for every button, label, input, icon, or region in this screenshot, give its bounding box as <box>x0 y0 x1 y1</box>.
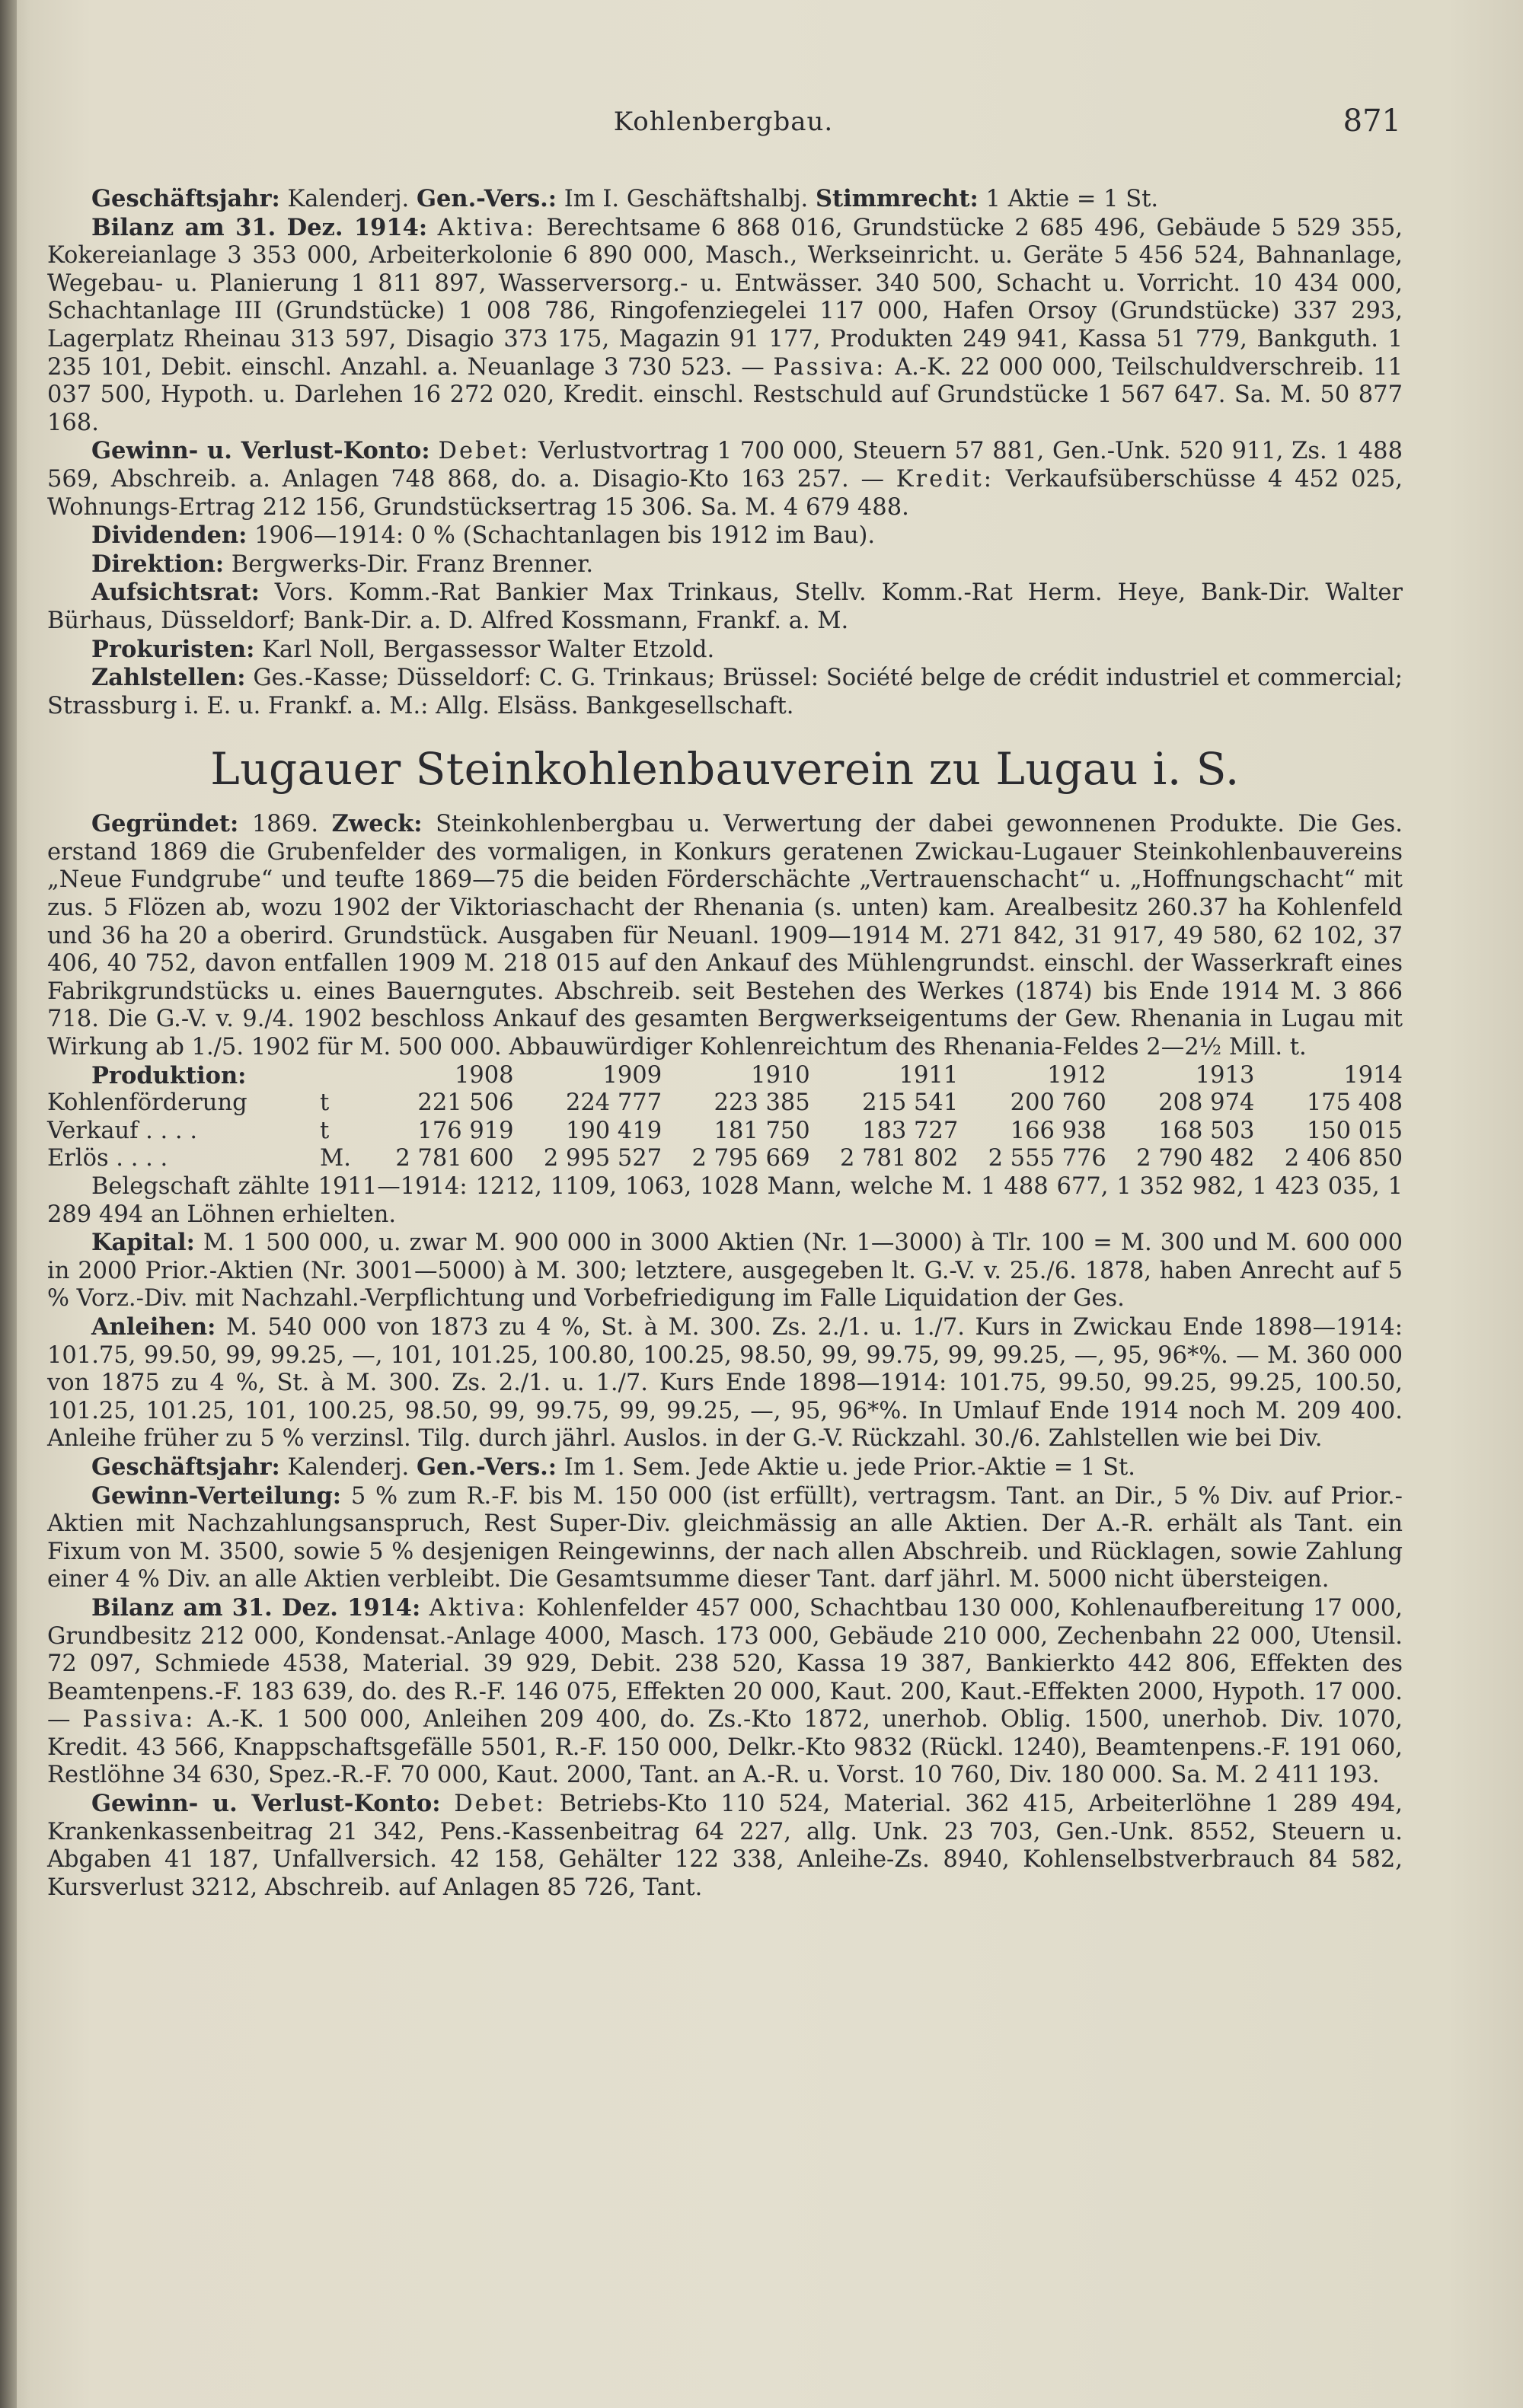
year-cell: 1911 <box>899 1061 959 1089</box>
value-cell: 223 385 <box>714 1089 810 1117</box>
produktion-table <box>47 1062 1403 1173</box>
prev-direktion <box>47 550 1403 579</box>
text: 5 % zum R.-F. bis M. 150 000 (ist erfüllt), vertragsm. Tant. an Dir., 5 % Div. auf Prior.-Aktien mit Nachzahlungsanspruch, Rest Super-Div. gleichmässig an alle Aktien. Der A.-R. erhält als Tant. ein Fixum von M. 3500, sowie 5 % desjenigen Reingewinns, der nach allen Abschreib. und Rücklagen, sowie Zahlung einer 4 % Div. an alle Aktien verbleibt. Die Gesamtsumme dieser Tant. darf jährl. M. 5000 nicht übersteigen. <box>47 1482 1403 1593</box>
text: Steinkohlenbergbau u. Verwertung der dabei gewonnenen Produkte. Die Ges. erstand 1869 die Grubenfelder des vormaligen, in Konkurs geratenen Zwickau-Lugauer Steinkohlenbauvereins „Neue Fundgrube“ und teufte 1869—75 die beiden Förderschächte „Vertrauenschacht“ u. „Hoffnungschacht“ mit zus. 5 Flözen ab, wozu 1902 der Viktoriaschacht der Rhenania (s. unten) kam. Arealbesitz 260.37 ha Kohlenfeld und 36 ha 20 a oberird. Grundstück. Ausgaben für Neuanl. 1909—1914 M. 271 842, 31 917, 49 580, 62 102, 37 406, 40 752, davon entfallen 1909 M. 218 015 auf den Ankauf des Mühlengrundst. einschl. der Wasserkraft eines Fabrikgrundstücks u. eines Bauerngutes. Abschreib. seit Bestehen des Werkes (1874) bis Ende 1914 M. 3 866 718. Die G.-V. v. 9./4. 1902 beschloss Ankauf des gesamten Bergwerkseigentums der Gew. Rhenania in Lugau mit Wirkung ab 1./5. 1902 für M. 500 000. Abbauwürdiger Kohlenreichtum des Rhenania-Feldes 2—2½ Mill. t. <box>47 811 1403 1061</box>
row-label: Verkauf . . . . <box>47 1117 198 1144</box>
passiva-label: Passiva: <box>82 1706 196 1733</box>
produktion-label: Produktion: <box>91 1061 247 1089</box>
unit-cell: t <box>320 1117 330 1144</box>
kapital <box>47 1229 1403 1313</box>
value-cell: 150 015 <box>1306 1117 1403 1144</box>
zweck-label: Zweck: <box>331 810 423 838</box>
label: Anleihen: <box>91 1312 216 1341</box>
label: Geschäftsjahr: <box>91 1453 280 1481</box>
label: Gewinn- u. Verlust-Konto: <box>91 437 430 465</box>
value-cell: 2 555 776 <box>988 1145 1106 1172</box>
label: Gewinn- u. Verlust-Konto: <box>91 1790 441 1818</box>
page-body <box>47 185 1403 1902</box>
value-cell: 183 727 <box>862 1117 959 1144</box>
label: Zahlstellen: <box>91 664 246 692</box>
text: Berechtsame 6 868 016, Grundstücke 2 685 496, Gebäude 5 529 355, Kokereianlage 3 353 000, Arbeiterkolonie 6 890 000, Masch., Werkseinricht. u. Geräte 5 456 524, Bahnanlage, Wegebau- u. Planierung 1 811 897, Wasserversorg.- u. Entwässer. 340 500, Schacht u. Vorricht. 10 434 000, Schachtanlage III (Grundstücke) 1 008 786, Ringofenziegelei 117 000, Hafen Orsoy (Grundstücke) 337 293, Lagerplatz Rheinau 313 597, Disagio 373 175, Magazin 91 177, Produkten 249 941, Kassa 51 779, Bankguth. 1 235 101, Debit. einschl. Anzahl. a. Neuanlage 3 730 523. — <box>47 214 1403 381</box>
book-spine-shadow <box>0 0 17 2408</box>
label: Dividenden: <box>91 521 247 550</box>
value-cell: 190 419 <box>565 1117 663 1144</box>
text: Vors. Komm.-Rat Bankier Max Trinkaus, Stellv. Komm.-Rat Herm. Heye, Bank-Dir. Walter Bürhaus, Düsseldorf; Bank-Dir. a. D. Alfred Kossmann, Frankf. a. M. <box>47 579 1403 634</box>
label: Gewinn-Verteilung: <box>91 1481 342 1510</box>
value-cell: 176 919 <box>417 1117 514 1144</box>
value-cell: 224 777 <box>565 1089 663 1117</box>
geschaeftsjahr <box>47 1453 1403 1482</box>
debet-label: Debet: <box>454 1791 546 1818</box>
year-cell: 1910 <box>751 1061 810 1089</box>
prev-prokuristen <box>47 636 1403 665</box>
label: Geschäftsjahr: <box>91 185 280 212</box>
year-cell: 1913 <box>1195 1061 1255 1089</box>
company-title: Lugauer Steinkohlenbauverein zu Lugau i. S. <box>210 743 1240 796</box>
value-cell: 2 781 600 <box>395 1145 514 1172</box>
table-row <box>47 1145 1403 1173</box>
text: Im I. Geschäftshalbj. <box>557 186 816 212</box>
row-label: Kohlenförderung <box>47 1089 247 1117</box>
text: A.-K. 1 500 000, Anleihen 209 400, do. Zs.-Kto 1872, unerhob. Oblig. 1500, unerhob. Div. 1070, Kredit. 43 566, Knappschaftsgefälle 5501, R.-F. 150 000, Delkr.-Kto 9832 (Rückl. 1240), Beamtenpens.-F. 191 060, Restlöhne 34 630, Spez.-R.-F. 70 000, Kaut. 2000, Tant. an A.-R. u. Vorst. 10 760, Div. 180 000. Sa. M. 2 411 193. <box>47 1706 1403 1789</box>
prev-aufsichtsrat <box>47 579 1403 635</box>
running-head: Kohlenbergbau. <box>613 107 834 137</box>
year-cell: 1914 <box>1343 1061 1403 1089</box>
bilanz <box>47 1594 1403 1790</box>
text: 1869. <box>238 811 332 838</box>
label: Direktion: <box>91 550 225 578</box>
table-row <box>47 1089 1403 1118</box>
value-cell: 221 506 <box>417 1089 514 1117</box>
text: M. 1 500 000, u. zwar M. 900 000 in 3000 Aktien (Nr. 1—3000) à Tlr. 100 = M. 300 und M. 600 000 in 2000 Prior.-Aktien (Nr. 3001—5000) à M. 300; letztere, ausgegeben lt. G.-V. v. 25./6. 1878, haben Anrecht auf 5 % Vorz.-Div. mit Nachzahl.-Verpflichtung und Vorbefriedigung im Falle Liquidation der Ges. <box>47 1230 1403 1312</box>
text: Karl Noll, Bergassessor Walter Etzold. <box>254 636 715 663</box>
value-cell: 2 995 527 <box>543 1145 663 1172</box>
text: Verlustvortrag 1 700 000, Steuern 57 881, Gen.-Unk. 520 911, Zs. 1 488 569, Abschreib. a. Anlagen 748 868, do. a. Disagio-Kto 163 257. — <box>47 438 1403 493</box>
text: Verkaufsüberschüsse 4 452 025, Wohnungs-Ertrag 212 156, Grundstücksertrag 15 306. Sa. M. 4 679 488. <box>47 465 1403 521</box>
value-cell: 2 781 802 <box>840 1145 959 1172</box>
value-cell: 2 790 482 <box>1136 1145 1255 1172</box>
passiva-label: Passiva: <box>773 353 886 381</box>
kredit-label: Kredit: <box>896 465 994 493</box>
anleihen <box>47 1313 1403 1453</box>
gegruendet <box>47 810 1403 1061</box>
label: Gen.-Vers.: <box>416 1453 557 1481</box>
text: 1906—1914: 0 % (Schachtanlagen bis 1912 im Bau). <box>247 522 876 550</box>
label: Aufsichtsrat: <box>91 579 260 607</box>
text: A.-K. 22 000 000, Teilschuldverschreib. 11 037 500, Hypoth. u. Darlehen 16 272 020, Kredit. einschl. Restschuld auf Grundstücke 1 567 647. Sa. M. 50 877 168. <box>47 353 1403 436</box>
label: Gegründet: <box>91 810 239 838</box>
row-label: Erlös . . . . <box>47 1145 168 1172</box>
label: Gen.-Vers.: <box>416 185 557 212</box>
label: Prokuristen: <box>91 635 255 663</box>
value-cell: 181 750 <box>714 1117 810 1144</box>
prev-gewinn <box>47 437 1403 521</box>
gewinnverteilung <box>47 1482 1403 1594</box>
unit-cell: M. <box>320 1145 351 1172</box>
value-cell: 2 795 669 <box>691 1145 810 1172</box>
value-cell: 200 760 <box>1010 1089 1106 1117</box>
text: Kalenderj. <box>279 1453 417 1481</box>
value-cell: 2 406 850 <box>1284 1145 1403 1172</box>
text: Ges.-Kasse; Düsseldorf: C. G. Trinkaus; Brüssel: Société belge de crédit industriel et commercial; Strassburg i. E. u. Frankf. a. M.: Allg. Elsäss. Bankgesellschaft. <box>47 665 1403 719</box>
text: Kohlenfelder 457 000, Schachtbau 130 000, Kohlenaufbereitung 17 000, Grundbesitz 212 000, Kondensat.-Anlage 4000, Masch. 173 000, Gebäude 210 000, Zechenbahn 22 000, Utensil. 72 097, Schmiede 4538, Material. 39 929, Debit. 238 520, Kassa 19 387, Bankierkto 442 806, Effekten des Beamtenpens.-F. 183 639, do. des R.-F. 146 075, Effekten 20 000, Kaut. 200, Kaut.-Effekten 2000, Hypoth. 17 000. — <box>47 1594 1403 1733</box>
year-cell: 1908 <box>454 1061 514 1089</box>
unit-cell <box>320 1062 366 1090</box>
year-cell: 1909 <box>602 1061 663 1089</box>
belegschaft: Belegschaft zählte 1911—1914: 1212, 1109, 1063, 1028 Mann, welche M. 1 488 677, 1 352 982, 1 423 035, 1 289 494 an Löhnen erhielten. <box>47 1173 1403 1228</box>
value-cell: 168 503 <box>1158 1117 1255 1144</box>
table-row <box>47 1118 1403 1146</box>
aktiva-label: Aktiva: <box>429 1594 528 1622</box>
text: Kalenderj. <box>287 186 417 212</box>
debet-label: Debet: <box>438 438 531 465</box>
prev-zahlstellen <box>47 664 1403 720</box>
text: M. 540 000 von 1873 zu 4 %, St. à M. 300. Zs. 2./1. u. 1./7. Kurs in Zwickau Ende 1898—1914: 101.75, 99.50, 99, 99.25, —, 101, 101.25, 100.80, 100.25, 98.50, 99, 99.75, 99, 99.25, —, 95, 96*%. — M. 360 000 von 1875 zu 4 %, St. à M. 300. Zs. 2./1. u. 1./7. Kurs Ende 1898—1914: 101.75, 99.50, 99.25, 99.25, 100.50, 101.25, 101.25, 101, 100.25, 98.50, 99, 99.75, 99, 99.25, —, 95, 96*%. In Umlauf Ende 1914 noch M. 209 400. Anleihe früher zu 5 % verzinsl. Tilg. durch jährl. Auslos. in der G.-V. Rückzahl. 30./6. Zahlstellen wie bei Div. <box>47 1313 1403 1453</box>
year-cell: 1912 <box>1047 1061 1106 1089</box>
label: Kapital: <box>91 1229 195 1257</box>
label: Bilanz am 31. Dez. 1914: <box>91 213 428 241</box>
page-number: 871 <box>1343 104 1401 139</box>
label: Bilanz am 31. Dez. 1914: <box>91 1593 421 1622</box>
value-cell: 208 974 <box>1158 1089 1255 1117</box>
prev-bilanz <box>47 214 1403 438</box>
page-header <box>46 104 1401 152</box>
prev-dividenden <box>47 521 1403 550</box>
text: Bergwerks-Dir. Franz Brenner. <box>224 550 594 578</box>
value-cell: 166 938 <box>1010 1117 1106 1144</box>
text: Betriebs-Kto 110 524, Material. 362 415, Arbeiterlöhne 1 289 494, Krankenkassenbeitrag 21 342, Pens.-Kassenbeitrag 64 227, allg. Unk. 23 703, Gen.-Unk. 8552, Steuern u. Abgaben 41 187, Unfallversich. 42 158, Gehälter 122 338, Anleihe-Zs. 8940, Kohlenselbstverbrauch 84 582, Kursverlust 3212, Abschreib. auf Anlagen 85 726, Tant. <box>47 1791 1403 1901</box>
unit-cell: t <box>320 1089 330 1117</box>
value-cell: 175 408 <box>1306 1089 1403 1117</box>
produktion-header-row <box>47 1062 1403 1090</box>
text: 1 Aktie = 1 St. <box>978 186 1159 212</box>
prev-geschaeftsjahr <box>47 185 1403 214</box>
value-cell: 215 541 <box>862 1089 959 1117</box>
aktiva-label: Aktiva: <box>437 214 536 241</box>
gewinn-verlust <box>47 1790 1403 1902</box>
text: Im 1. Sem. Jede Aktie u. jede Prior.-Aktie = 1 St. <box>557 1453 1135 1481</box>
label: Stimmrecht: <box>815 185 979 212</box>
